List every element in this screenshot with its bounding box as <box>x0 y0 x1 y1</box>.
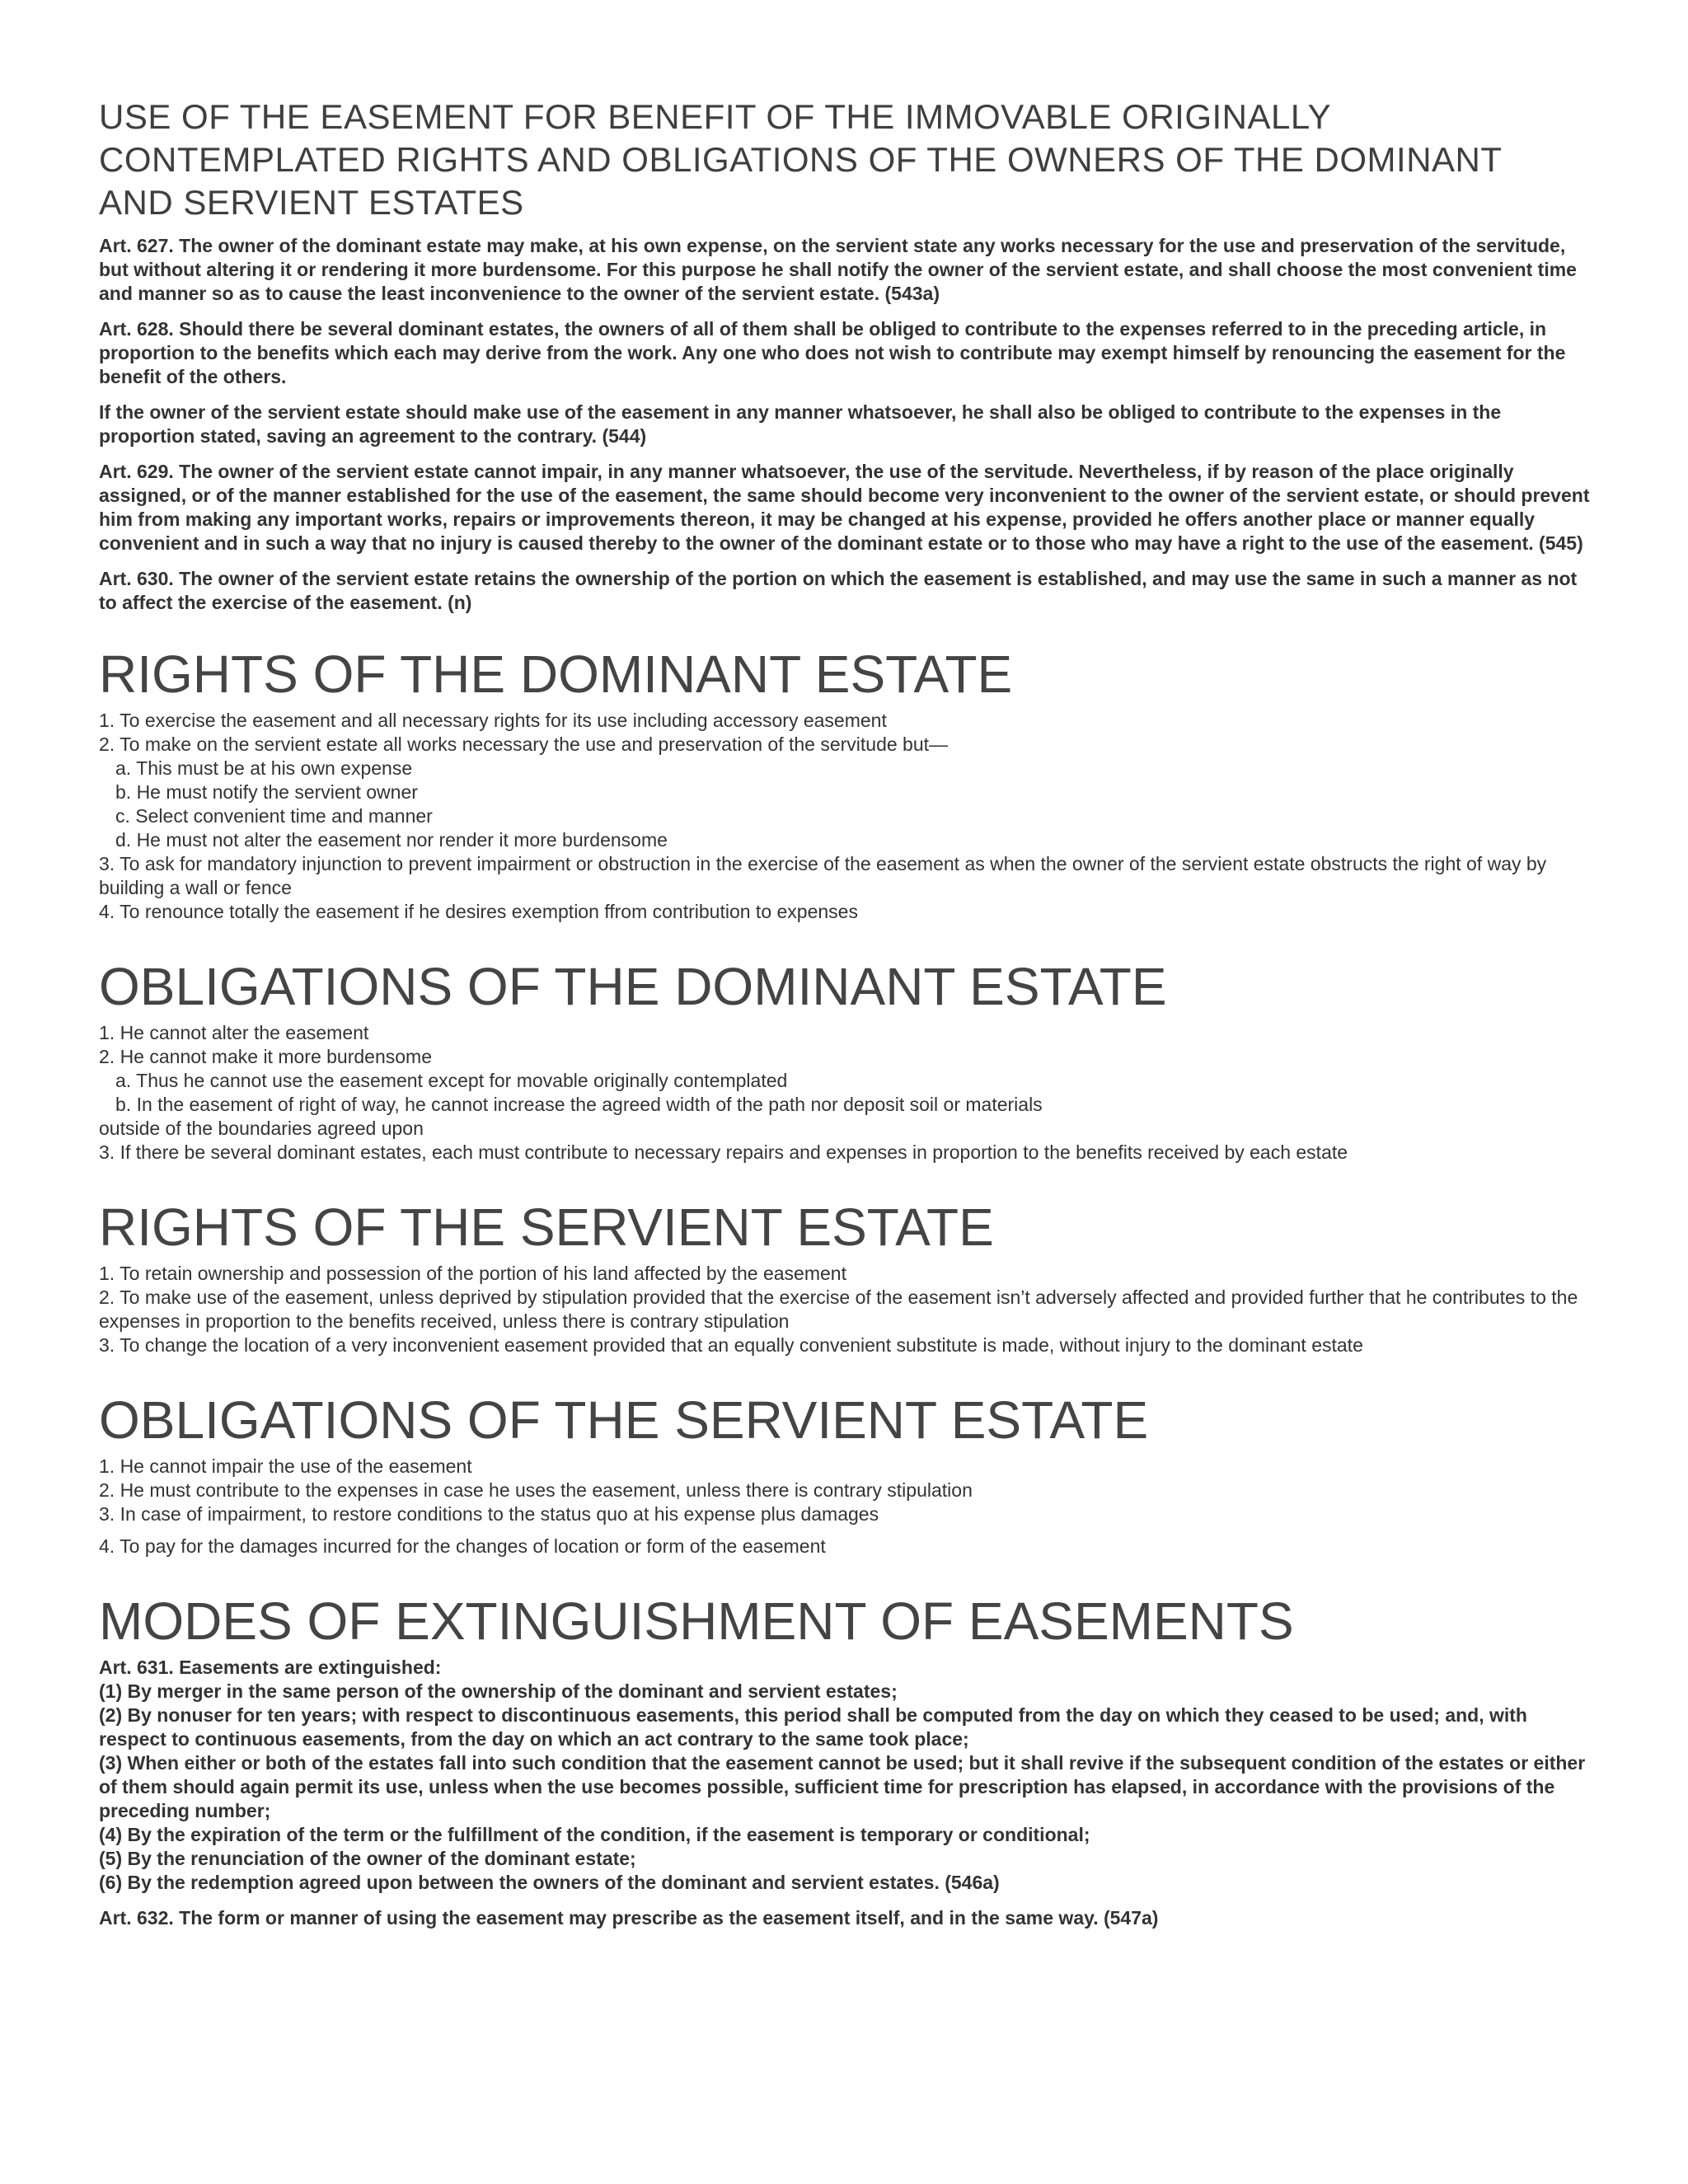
obligations-servient-list <box>99 1455 1591 1558</box>
list-item: 3. If there be several dominant estates, each must contribute to necessary repairs and expenses in proportion to the benefits received by each estate <box>99 1141 1348 1163</box>
article-631-heading: Art. 631. Easements are extinguished: <box>99 1657 442 1678</box>
obligations-dominant-section <box>99 957 1591 1165</box>
section-title: RIGHTS OF THE SERVIENT ESTATE <box>99 1197 994 1257</box>
list-item: 4. To renounce totally the easement if he desires exemption ffrom contribution to expenses <box>99 901 858 922</box>
section-title: OBLIGATIONS OF THE SERVIENT ESTATE <box>99 1390 1149 1450</box>
list-item: 2. To make on the servient estate all works necessary the use and preservation of the servitude but— <box>99 733 949 755</box>
mode-item: (6) By the redemption agreed upon between the owners of the dominant and servient estates. (546a) <box>99 1872 1000 1893</box>
intro-title-line: AND SERVIENT ESTATES <box>99 183 524 222</box>
list-item: 2. He cannot make it more burdensome <box>99 1046 432 1067</box>
mode-item: (3) When either or both of the estates fall into such condition that the easement cannot be used; but it shall revive if the subsequent condition of the estates or either of them should again permit its use, unless when the use becomes possible, sufficient time for prescription has elapsed, in accordance with the provisions of the preceding number; <box>99 1752 1586 1821</box>
mode-item: (5) By the renunciation of the owner of the dominant estate; <box>99 1848 636 1869</box>
list-subitem: d. He must not alter the easement nor render it more burdensome <box>115 829 668 851</box>
list-item: 2. He must contribute to the expenses in case he uses the easement, unless there is contrary stipulation <box>99 1479 973 1501</box>
list-item: 3. To ask for mandatory injunction to prevent impairment or obstruction in the exercise of the easement as when the owner of the servient estate obstructs the right of way by building a wall or fence <box>99 853 1547 898</box>
list-item: 3. To change the location of a very inconvenient easement provided that an equally convenient substitute is made, without injury to the dominant estate <box>99 1334 1363 1356</box>
list-item: 3. In case of impairment, to restore conditions to the status quo at his expense plus damages <box>99 1503 879 1525</box>
document-page <box>99 96 1591 1942</box>
list-item: 1. To exercise the easement and all necessary rights for its use including accessory easement <box>99 710 887 731</box>
rights-dominant-list <box>99 709 1591 924</box>
obligations-dominant-list <box>99 1021 1591 1165</box>
section-title: MODES OF EXTINGUISHMENT OF EASEMENTS <box>99 1591 1294 1651</box>
list-subitem: a. This must be at his own expense <box>115 757 413 779</box>
list-item: 1. To retain ownership and possession of the portion of his land affected by the easement <box>99 1263 846 1284</box>
rights-servient-list <box>99 1262 1591 1357</box>
list-subitem: b. He must notify the servient owner <box>115 781 418 803</box>
article-629: Art. 629. The owner of the servient estate cannot impair, in any manner whatsoever, the use of the servitude. Nevertheless, if by reason of the place originally assigned, or of the manner established for the use of the easement, the same should become very inconvenient to the owner of the servient estate, or should prevent him from making any important works, repairs or improvements thereon, it may be changed at his expense, provided he offers another place or manner equally convenient and in such a way that no injury is caused thereby to the owner of the dominant estate or to those who may have a right to the use of the easement. (545) <box>99 461 1590 554</box>
intro-title <box>99 96 1591 224</box>
article-632: Art. 632. The form or manner of using the easement may prescribe as the easement itself, and in the same way. (547a) <box>99 1907 1159 1929</box>
mode-item: (1) By merger in the same person of the ownership of the dominant and servient estates; <box>99 1680 898 1702</box>
list-item: 1. He cannot alter the easement <box>99 1022 369 1043</box>
list-item: 4. To pay for the damages incurred for the changes of location or form of the easement <box>99 1535 826 1557</box>
article-628-paragraph-2: If the owner of the servient estate should make use of the easement in any manner whatsoever, he shall also be obliged to contribute to the expenses in the proportion stated, saving an agreement to the contrary. (544) <box>99 401 1502 447</box>
list-item: 1. He cannot impair the use of the easement <box>99 1455 472 1477</box>
article-630: Art. 630. The owner of the servient estate retains the ownership of the portion on which the easement is established, and may use the same in such a manner as not to affect the exercise of the easement. (n) <box>99 568 1578 613</box>
list-subitem: a. Thus he cannot use the easement except for movable originally contemplated <box>115 1070 788 1091</box>
list-subitem: c. Select convenient time and manner <box>115 805 433 827</box>
article-628: Art. 628. Should there be several dominant estates, the owners of all of them shall be obliged to contribute to the expenses referred to in the preceding article, in proportion to the benefits which each may derive from the work. Any one who does not wish to contribute may exempt himself by renouncing the easement for the benefit of the others. <box>99 318 1566 387</box>
section-title: RIGHTS OF THE DOMINANT ESTATE <box>99 644 1013 704</box>
mode-item: (2) By nonuser for ten years; with respect to discontinuous easements, this period shall be computed from the day on which they ceased to be used; and, with respect to continuous easements, from the day on which an act contrary to the same took place; <box>99 1704 1527 1750</box>
intro-title-line: USE OF THE EASEMENT FOR BENEFIT OF THE IMMOVABLE ORIGINALLY <box>99 97 1332 136</box>
rights-dominant-section <box>99 644 1591 924</box>
article-627: Art. 627. The owner of the dominant estate may make, at his own expense, on the servient state any works necessary for the use and preservation of the servitude, but without altering it or rendering it more burdensome. For this purpose he shall notify the owner of the servient estate, and shall choose the most convenient time and manner so as to cause the least inconvenience to the owner of the servient estate. (543a) <box>99 235 1577 304</box>
list-subitem: b. In the easement of right of way, he cannot increase the agreed width of the path nor deposit soil or materials <box>115 1094 1043 1115</box>
list-item: 2. To make use of the easement, unless deprived by stipulation provided that the exercise of the easement isn’t adversely affected and provided further that he contributes to the expenses in proportion to the benefits received, unless there is contrary stipulation <box>99 1286 1578 1332</box>
rights-servient-section <box>99 1197 1591 1357</box>
intro-title-line: CONTEMPLATED RIGHTS AND OBLIGATIONS OF THE OWNERS OF THE DOMINANT <box>99 140 1503 179</box>
section-title: OBLIGATIONS OF THE DOMINANT ESTATE <box>99 957 1167 1016</box>
obligations-servient-section <box>99 1390 1591 1558</box>
modes-section <box>99 1591 1591 1930</box>
mode-item: (4) By the expiration of the term or the fulfillment of the condition, if the easement is temporary or conditional; <box>99 1824 1090 1845</box>
list-item: outside of the boundaries agreed upon <box>99 1118 424 1139</box>
article-631 <box>99 1656 1591 1895</box>
